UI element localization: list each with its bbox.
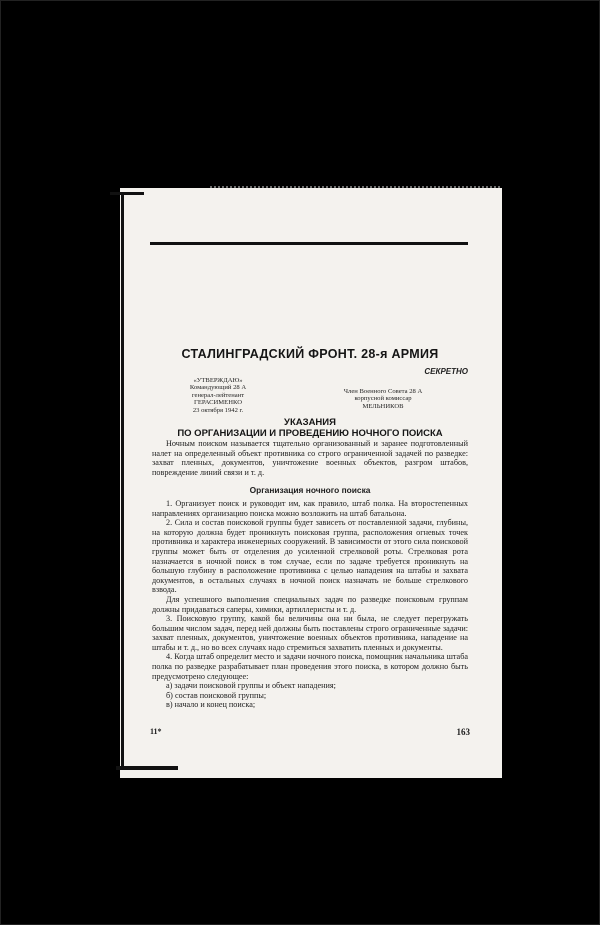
secret-stamp: СЕКРЕТНО (424, 367, 468, 376)
document-title (150, 417, 470, 439)
intro-paragraph: Ночным поиском называется тщательно организованный и заранее подготовленный налет на определенный объект противника со строго ограниченной задачей по разведке: захват пленных, документов, уничтожение военных объектов, разгром штабов, повреждение линий связи и т. д. (152, 439, 468, 477)
plan-list (152, 681, 468, 710)
section-heading: Организация ночного поиска (249, 485, 371, 496)
approval-date: 23 октября 1942 г. (192, 406, 244, 414)
binding-bar-vertical (121, 194, 124, 768)
council-block (318, 388, 448, 410)
paragraph: 1. Организует поиск и руководит им, как правило, штаб полка. На второстепенных направлениях организацию поиска можно возложить на штаб батальона. (152, 498, 468, 518)
approval-label: «УТВЕРЖДАЮ» (193, 377, 243, 384)
council-line-2: корпусной комиссар (354, 395, 412, 403)
paragraph: 3. Поисковую группу, какой бы величины она ни была, не следует перегружать большим числом задач, перед ней должны быть поставлены строго ограниченные задачи: захват пленных, документов, уничтожение военных объектов противника, нападение на штабы и т. д., но во всех случаях надо стремиться захватить пленных и документы. (152, 614, 468, 652)
title-line-1: УКАЗАНИЯ (284, 417, 336, 428)
front-army-heading: СТАЛИНГРАДСКИЙ ФРОНТ. 28-я АРМИЯ (181, 347, 439, 361)
title-line-2: ПО ОРГАНИЗАЦИИ И ПРОВЕДЕНИЮ НОЧНОГО ПОИСКА (177, 428, 443, 439)
approval-line-2: генерал-лейтенант (191, 391, 245, 399)
signature-mark: 11* (150, 727, 162, 736)
header-rule (150, 242, 468, 245)
approval-line-1: Командующий 28 А (189, 384, 247, 392)
paragraph: Для успешного выполнения специальных задач по разведке поисковым группам должны придаваться саперы, химики, артиллеристы и т. д. (152, 594, 468, 614)
binding-bar-top (110, 192, 144, 195)
binding-bar-bottom (116, 766, 178, 770)
plan-item: в) начало и конец поиска; (166, 700, 256, 710)
document-body (152, 439, 468, 710)
plan-item: а) задачи поисковой группы и объект нападения; (166, 681, 336, 691)
top-edge-marks (210, 186, 500, 191)
approval-block (168, 377, 268, 414)
page-number: 163 (456, 727, 470, 737)
paragraph: 2. Сила и состав поисковой группы будет зависеть от поставленной задачи, глубины, на которую должна будет проникнуть поисковая группа, расположения огневых точек противника и характера инженерных сооружений. В зависимости от этого сила поисковой группы может быть от отделения до усиленной стрелковой роты. Стрелковая рота назначается в ночной поиск в том случае, если по задаче требуется проникнуть на большую глубину в расположение противника с целью нападения на штабы и захвата документов, в остальных случаях в ночной поиск назначать не больше стрелкового взвода. (152, 518, 468, 595)
plan-item: б) состав поисковой группы; (166, 690, 267, 700)
council-line-1: Член Военного Совета 28 А (343, 388, 423, 395)
approval-line-3: ГЕРАСИМЕНКО (194, 399, 242, 407)
council-line-3: МЕЛЬНИКОВ (362, 402, 404, 410)
paragraph: 4. Когда штаб определит место и задачи ночного поиска, помощник начальника штаба полка по разведке разрабатывает план проведения этого поиска, в котором должно быть предусмотрено следующее: (152, 652, 468, 681)
